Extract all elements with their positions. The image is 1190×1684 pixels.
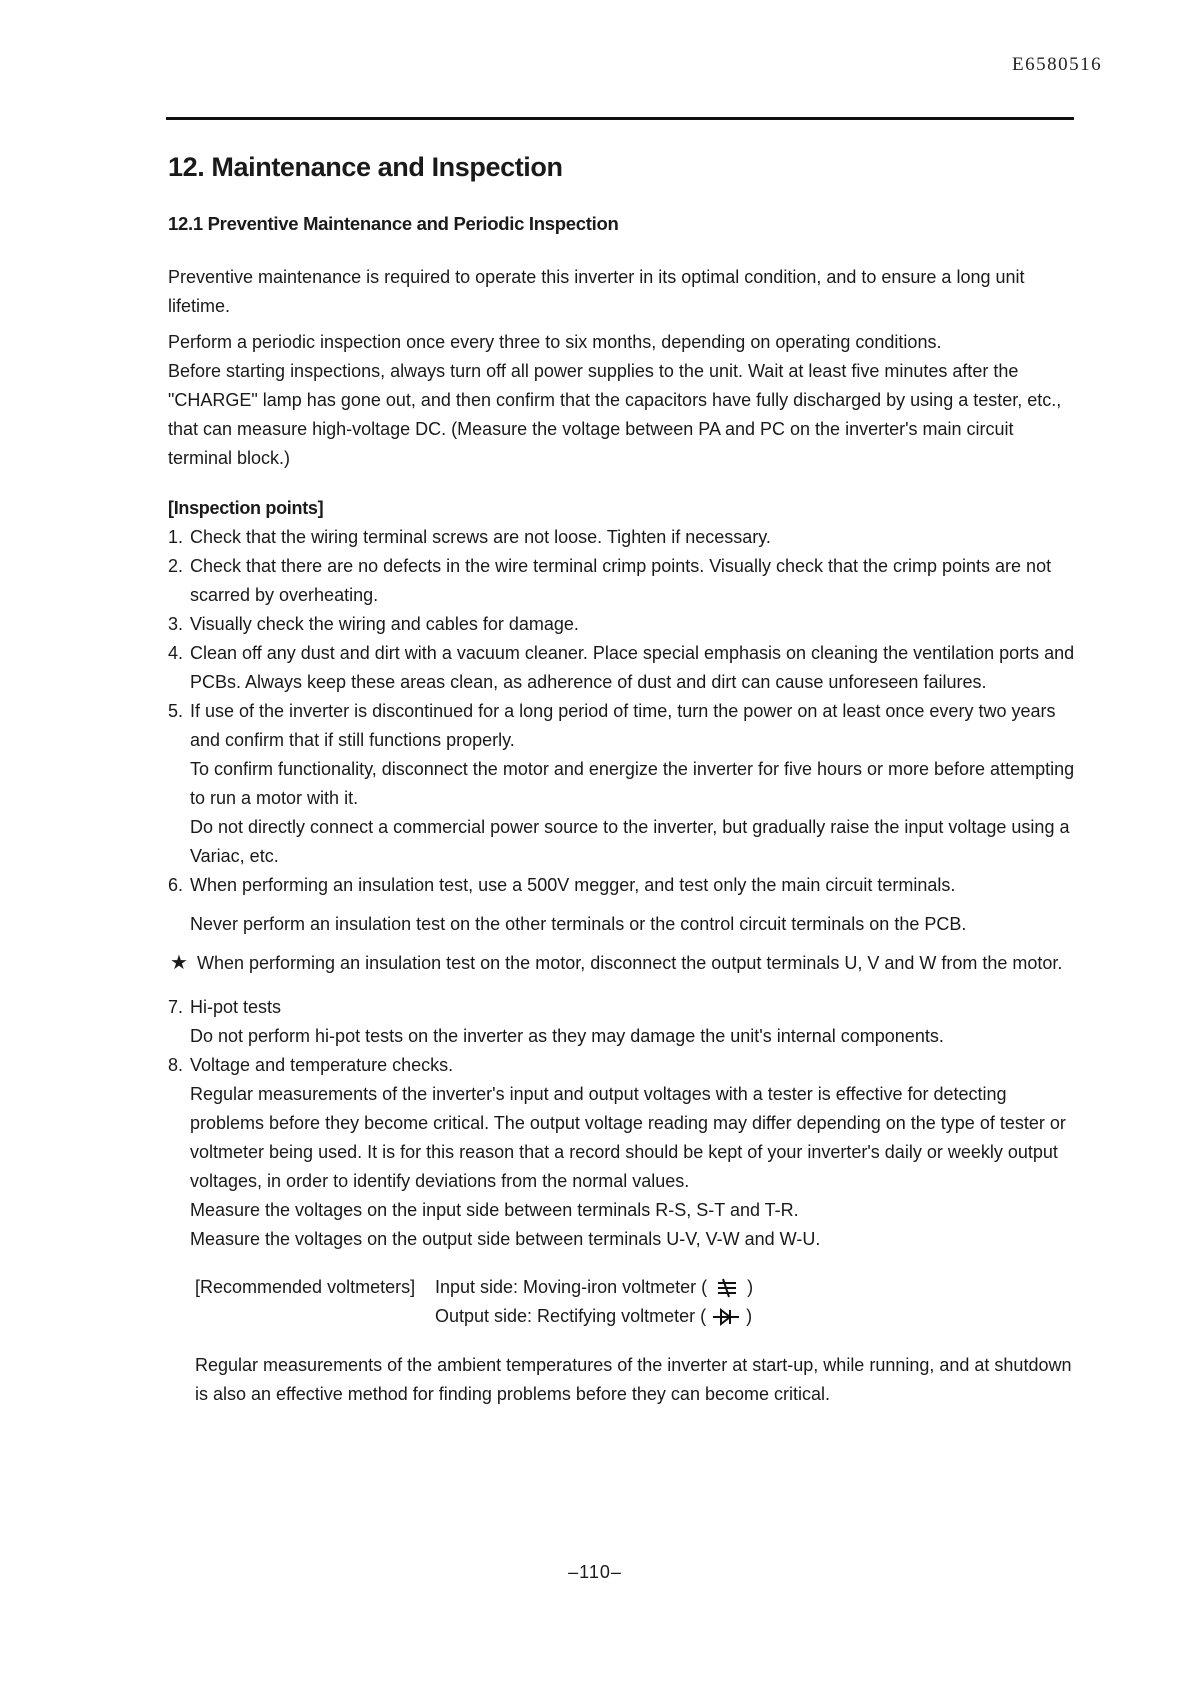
item-text: Check that the wiring terminal screws are not loose. Tighten if necessary. [190, 527, 771, 547]
item-number: 3. [168, 614, 184, 634]
item-number: 7. [168, 997, 184, 1017]
item-text: Visually check the wiring and cables for damage. [190, 614, 579, 634]
periodic-paragraph: Perform a periodic inspection once every three to six months, depending on operating conditions. [168, 332, 942, 352]
voltmeter-label: [Recommended voltmeters] [195, 1277, 416, 1297]
list-item [168, 610, 1080, 639]
star-note-text: When performing an insulation test on the motor, disconnect the output terminals U, V and W from the motor. [197, 953, 1063, 973]
page-title: 12. Maintenance and Inspection [168, 152, 563, 182]
voltmeter-close-paren: ) [747, 1277, 754, 1297]
item-text: Do not perform hi-pot tests on the inverter as they may damage the unit's internal components. [190, 1026, 944, 1046]
section-title: 12.1 Preventive Maintenance and Periodic Inspection [168, 213, 619, 234]
item-number: 8. [168, 1055, 184, 1075]
item-number: 4. [168, 643, 184, 663]
item-text: Measure the voltages on the output side between terminals U-V, V-W and W-U. [190, 1229, 821, 1249]
item-number: 5. [168, 701, 184, 721]
header-rule [166, 117, 1074, 120]
item-text: Hi-pot tests [190, 997, 282, 1017]
recommended-voltmeters [168, 1273, 1080, 1331]
list-item [168, 523, 1080, 552]
rectifier-diode-icon [706, 1302, 746, 1331]
item-text: When performing an insulation test, use a 500V megger, and test only the main circuit terminals. [190, 875, 956, 895]
item-text: Clean off any dust and dirt with a vacuum cleaner. Place special emphasis on cleaning the ventilation ports and PCBs. Always keep these areas clean, as adherence of dust and dirt can cause unforeseen failures. [190, 643, 1075, 692]
list-item [168, 697, 1080, 871]
page-number: –110– [568, 1562, 622, 1582]
document-code: E6580516 [1012, 54, 1103, 75]
list-item [168, 639, 1080, 697]
safety-paragraph: Before starting inspections, always turn off all power supplies to the unit. Wait at least five minutes after the "CHARGE" lamp has gone out, and then confirm that the capacitors have fully discharged by using a tester, etc., that can measure high-voltage DC. (Measure the voltage between PA and PC on the inverter's main circuit terminal block.) [168, 361, 1062, 468]
closing-paragraph: Regular measurements of the ambient temperatures of the inverter at start-up, while running, and at shutdown is also an effective method for finding problems before they can become critical. [195, 1355, 1072, 1404]
item-number: 1. [168, 527, 184, 547]
item-text: Regular measurements of the inverter's input and output voltages with a tester is effective for detecting problems before they become critical. The output voltage reading may differ depending on the type of tester or voltmeter being used. It is for this reason that a record should be kept of your inverter's daily or weekly output voltages, in order to identify deviations from the normal values. [190, 1084, 1066, 1191]
list-item [168, 871, 1080, 900]
voltmeter-output-row [195, 1302, 1080, 1331]
item-text: To confirm functionality, disconnect the motor and energize the inverter for five hours or more before attempting to run a motor with it. [190, 759, 1075, 808]
list-item [168, 993, 1080, 1051]
voltmeter-input-row [195, 1273, 1080, 1302]
inspection-list [168, 523, 1080, 900]
item-text: Measure the voltages on the input side between terminals R-S, S-T and T-R. [190, 1200, 799, 1220]
moving-iron-icon [707, 1273, 747, 1302]
voltmeter-output-text: Output side: Rectifying voltmeter ( [435, 1306, 707, 1326]
intro-paragraph: Preventive maintenance is required to operate this inverter in its optimal condition, and to ensure a long unit lifetime. [168, 267, 1025, 316]
list-item [168, 552, 1080, 610]
star-note [168, 949, 1080, 978]
voltmeter-input-text: Input side: Moving-iron voltmeter ( [435, 1277, 708, 1297]
voltmeter-close-paren: ) [746, 1306, 753, 1326]
inspection-list-continued [168, 993, 1080, 1254]
item-text: Check that there are no defects in the wire terminal crimp points. Visually check that the crimp points are not scarred by overheating. [190, 556, 1052, 605]
item-number: 6. [168, 875, 184, 895]
item-text: If use of the inverter is discontinued for a long period of time, turn the power on at least once every two years and confirm that if still functions properly. [190, 701, 1056, 750]
inspection-points-label: [Inspection points] [168, 498, 324, 518]
page-content [168, 150, 1080, 1409]
list-item [168, 1051, 1080, 1254]
item-text: Do not directly connect a commercial power source to the inverter, but gradually raise the input voltage using a Variac, etc. [190, 817, 1070, 866]
item-text: Voltage and temperature checks. [190, 1055, 454, 1075]
star-icon: ★ [170, 952, 188, 974]
item-number: 2. [168, 556, 184, 576]
insulation-note: Never perform an insulation test on the other terminals or the control circuit terminals on the PCB. [190, 914, 967, 934]
